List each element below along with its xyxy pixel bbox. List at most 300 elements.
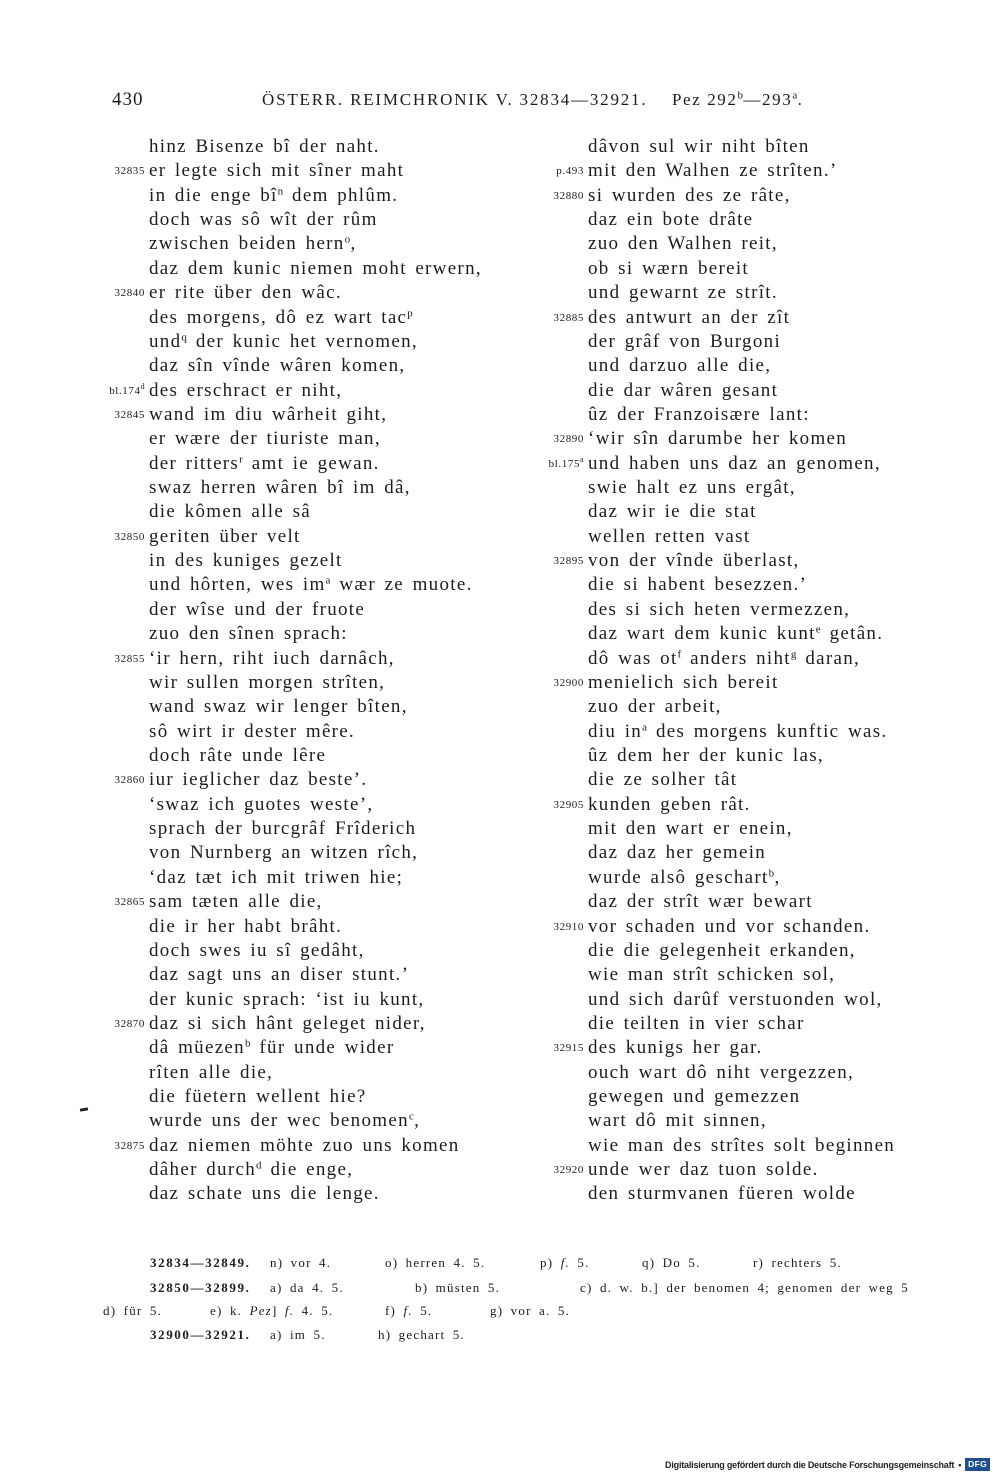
line-number [554,1036,585,1060]
verse-text [149,1159,353,1180]
text-segment: a) da 4. 5. [270,1280,344,1295]
verse-line [553,915,895,939]
verse-text: von Nurnberg an witzen rîch, [149,842,419,864]
verse-line [588,257,895,281]
verse-line [149,817,482,841]
verse-text: des kunigs her gar. [588,1037,763,1059]
verse-text: die kômen alle sâ [149,501,312,523]
text-segment: zwischen beiden hern [149,233,345,255]
verse-text: des erschract er niht, [149,379,343,401]
marginal-superscript: a [580,454,584,464]
verse-line [149,1109,482,1133]
verse-line [588,963,895,987]
verse-line [588,890,895,914]
verse-line [553,793,895,817]
text-segment: der ritters [149,452,240,474]
marginal-label: 32875 [114,1139,145,1152]
verse-text [149,307,413,328]
footnote-marker: b [244,1037,251,1050]
credit-text: Digitalisierung gefördert durch die Deutsche Forschungsgemeinschaft [665,1459,955,1470]
line-number [554,1158,585,1182]
verse-line [149,500,482,524]
apparatus-note [270,1325,326,1345]
text-segment: des morgens, dô ez wart tac [149,306,408,328]
verse-line [588,1182,895,1206]
marginal-label: 32885 [553,311,584,324]
verse-text: swie halt ez uns ergât, [588,477,796,499]
verse-text: und darzuo alle die, [588,355,772,377]
apparatus-note [210,1301,333,1321]
verse-line [588,866,895,890]
text-segment: in die enge bî [149,184,278,206]
verse-text: ‘daz tæt ich mit triwen hie; [149,866,404,888]
text-segment: o) herren 4. 5. [385,1255,486,1270]
verse-text: swaz herren wâren bî im dâ, [149,477,411,499]
verse-line [149,354,482,378]
verse-text: doch râte unde lêre [149,744,327,766]
line-number [554,793,585,817]
verse-line [553,549,895,573]
verse-line [114,1134,482,1158]
apparatus-note [580,1278,909,1298]
verse-text: hinz Bisenze bî der naht. [149,136,380,157]
verse-text: kunden geben rât. [588,793,751,815]
verse-text [149,331,418,352]
text-segment: h) gechart 5. [378,1327,465,1342]
text-segment: n) vor 4. [270,1255,332,1270]
verse-line [548,452,895,476]
verse-text: iur ieglicher daz beste’. [149,769,368,791]
line-number [115,403,146,427]
verse-line [149,988,482,1012]
line-number [554,549,585,573]
verse-text: doch was sô wît der rûm [149,209,378,231]
text-segment: 5. [569,1255,590,1270]
verse-line [114,403,482,427]
marginal-label: 32910 [553,920,584,933]
verse-text: sô wirt ir dester mêre. [149,720,356,742]
apparatus-note [103,1301,162,1321]
text-segment: für unde wider [250,1037,395,1059]
verse-text: gewegen und gemezzen [588,1086,801,1108]
apparatus-range [150,1253,250,1273]
verse-text: ‘swaz ich guotes weste’, [149,793,374,815]
text-segment: g) vor a. 5. [490,1303,571,1318]
line-number [115,1012,146,1036]
verse-line [149,598,482,622]
verse-line [149,963,482,987]
text-segment: ] [271,1303,285,1318]
verse-line [149,1036,482,1060]
text-segment: d) für 5. [103,1303,163,1318]
verse-text: daz ein bote drâte [588,209,754,231]
verse-text: doch swes iu sî gedâht, [149,939,365,961]
footnote-marker: a [642,721,648,734]
marginal-label: bl.175 [548,457,581,470]
text-segment: f. [403,1303,413,1318]
text-segment: f. [284,1303,295,1318]
verse-column-right [548,135,896,1207]
running-title: ÖSTERR. REIMCHRONIK V. 32834—32921. [262,90,648,109]
text-segment: amt ie gewan. [243,452,380,474]
line-number [554,671,585,695]
apparatus-range [150,1325,250,1345]
verse-text: mit den wart er enein, [588,818,793,840]
text-segment: anders niht [681,647,791,669]
text-segment: die enge, [261,1159,354,1181]
footnote-marker: b [768,867,775,880]
line-number [115,768,146,792]
verse-line [114,768,482,792]
verse-text: wellen retten vast [588,525,751,547]
verse-line [588,598,895,622]
text-segment: , [774,866,781,888]
verse-line [588,208,895,232]
verse-line [114,281,482,305]
apparatus-note [642,1253,701,1273]
verse-text: daz dem kunic niemen moht erwern, [149,257,482,279]
verse-line [149,671,482,695]
footnote-marker: e [815,623,822,636]
apparatus-note [753,1253,842,1273]
marginal-label: 32905 [553,798,584,811]
text-segment: f. [560,1255,570,1270]
verse-text: daz niemen möhte zuo uns komen [149,1134,460,1156]
verse-text: rîten alle die, [149,1061,274,1083]
footnote-marker: b [737,89,744,102]
apparatus-note [415,1278,500,1298]
text-segment: und hôrten, wes im [149,574,326,596]
text-segment: des morgens kunftic was. [647,720,888,742]
page-number: 430 [112,89,144,110]
verse-line [149,184,482,208]
verse-line [553,671,895,695]
verse-text: zuo den Walhen reit, [588,233,778,255]
verse-line [588,768,895,792]
verse-line [553,1036,895,1060]
verse-line [588,330,895,354]
verse-text: und sich darûf verstuonden wol, [588,988,883,1010]
text-segment: 5. [412,1303,433,1318]
verse-text: daz schate uns die lenge. [149,1183,380,1205]
verse-line [588,476,895,500]
verse-text: sam tæten alle die, [149,891,323,913]
verse-text: mit den Walhen ze strîten.’ [588,160,838,182]
line-number [554,184,585,208]
verse-text: daz daz her gemein [588,842,767,864]
verse-line [114,159,482,183]
line-number [115,1134,146,1158]
verse-line [588,354,895,378]
verse-line [588,647,895,671]
verse-line [588,744,895,768]
marginal-label: p.493 [556,165,584,178]
verse-text: sprach der burcgrâf Frîderich [149,818,417,840]
verse-line [588,1134,895,1158]
verse-text: ob si wærn bereit [588,257,749,279]
apparatus-note [385,1301,432,1321]
text-segment: der kunic het vernomen, [187,330,418,352]
margin-mark [80,1107,88,1111]
verse-text: daz sîn vînde wâren komen, [149,355,406,377]
folio-reference [556,159,584,183]
verse-line [588,232,895,256]
text-segment: 4. 5. [294,1303,334,1318]
verse-text: wie man des strîtes solt beginnen [588,1134,896,1156]
marginal-label: 32880 [553,189,584,202]
verse-line [149,452,482,476]
verse-line [149,208,482,232]
line-number [115,159,146,183]
verse-text: der kunic sprach: ‘ist iu kunt, [149,988,425,1010]
verse-text [149,1110,420,1131]
verse-text: des antwurt an der zît [588,306,791,328]
text-segment: —293 [743,90,793,109]
verse-text: daz si sich hânt geleget nider, [149,1012,426,1034]
verse-line [114,890,482,914]
text-segment: . [797,90,804,109]
verse-text: wand swaz wir lenger bîten, [149,696,408,718]
verse-line [588,500,895,524]
verse-line [149,257,482,281]
verse-text: der grâf von Burgoni [588,330,782,352]
verse-line [149,306,482,330]
verse-line [114,647,482,671]
folio-reference [109,379,145,403]
marginal-label: 32870 [114,1017,145,1030]
verse-line [109,379,482,403]
text-segment: diu in [588,720,643,742]
verse-line [149,866,482,890]
verse-text: und haben uns daz an genomen, [588,452,881,474]
apparatus-range [150,1278,250,1298]
verse-text [149,453,380,474]
dfg-logo: DFG [965,1458,990,1471]
verse-line [149,1182,482,1206]
verse-line [588,1109,895,1133]
text-segment: dô was ot [588,647,678,669]
text-segment: , [350,233,357,255]
verse-line [149,1085,482,1109]
text-segment: c) d. w. b.] der benomen 4; genomen der weg 5 [580,1280,909,1295]
verse-text: und gewarnt ze strît. [588,282,778,304]
verse-line [149,549,482,573]
apparatus-note [540,1253,590,1273]
verse-line [588,841,895,865]
verse-text [588,867,781,888]
verse-text: menielich sich bereit [588,671,779,693]
text-segment: f) [385,1303,404,1318]
line-number [554,306,585,330]
line-number [554,915,585,939]
verse-line [553,1158,895,1182]
verse-line [588,379,895,403]
verse-text: von der vînde überlast, [588,550,800,572]
text-segment: , [414,1110,421,1132]
verse-line [149,793,482,817]
apparatus-range-label: 32900—32921. [150,1327,251,1342]
verse-line [588,622,895,646]
apparatus-note [270,1253,331,1273]
marginal-label: 32840 [114,287,145,300]
text-segment: e) k. [210,1303,250,1318]
verse-text: die teilten in vier schar [588,1012,805,1034]
text-segment: daz wart dem kunic kunt [588,623,816,645]
verse-line [588,1085,895,1109]
verse-text: die ze solher tât [588,769,738,791]
verse-text [149,185,398,206]
verse-line [588,1061,895,1085]
marginal-label: 32915 [553,1042,584,1055]
verse-line [588,939,895,963]
verse-line [588,988,895,1012]
verse-text: die die gelegenheit erkanden, [588,939,856,961]
verse-text: der wîse und der fruote [149,598,366,620]
footnote-marker: a [792,89,798,102]
verse-line [588,720,895,744]
marginal-label: 32835 [114,165,145,178]
verse-text: die füetern wellent hie? [149,1086,367,1108]
verse-line [556,159,895,183]
verse-text: zuo der arbeit, [588,696,722,718]
verse-column-left [109,135,482,1207]
verse-text [588,648,860,669]
verse-line [114,1012,482,1036]
verse-text: er wære der tiuriste man, [149,428,381,450]
footnote-marker: d [256,1159,262,1172]
verse-line [588,695,895,719]
verse-line [149,427,482,451]
verse-line [149,232,482,256]
text-segment: wurde uns der wec benomen [149,1110,409,1132]
apparatus-note [378,1325,465,1345]
line-number [554,427,585,451]
verse-text: dâvon sul wir niht bîten [588,136,810,157]
verse-text: er rite über den wâc. [149,282,342,304]
verse-text: zuo den sînen sprach: [149,623,348,645]
footnote-marker: n [277,185,284,198]
verse-text [149,233,357,254]
text-segment: daran, [796,647,861,669]
apparatus-range-label: 32850—32899. [150,1280,251,1295]
footnote-marker: r [239,453,244,466]
verse-text [588,623,883,644]
marginal-label: 32860 [114,774,145,787]
verse-text: die ir her habt brâht. [149,915,343,937]
verse-text: ‘wir sîn darumbe her komen [588,428,848,450]
line-number [115,525,146,549]
verse-text [149,574,473,595]
verse-line [149,476,482,500]
folio-reference [549,452,584,476]
verse-line [149,573,482,597]
text-segment: dâher durch [149,1159,257,1181]
verse-line [149,841,482,865]
text-segment: b) müsten 5. [415,1280,501,1295]
line-number [115,281,146,305]
credit-separator: • [958,1459,962,1470]
verse-line [149,135,482,159]
digitization-credit [665,1458,990,1471]
line-number [115,890,146,914]
verse-line [588,135,895,159]
footnote-marker: q [181,331,188,344]
text-segment: r) rechters 5. [753,1255,842,1270]
marginal-label: 32855 [114,652,145,665]
verse-line [588,1012,895,1036]
verse-line [149,1061,482,1085]
verse-text: die dar wâren gesant [588,379,779,401]
verse-line [588,817,895,841]
apparatus-note [385,1253,485,1273]
verse-line [149,1158,482,1182]
marginal-label: 32895 [553,555,584,568]
verse-line [553,306,895,330]
verse-line [149,330,482,354]
marginal-label: 32850 [114,530,145,543]
verse-text: ouch wart dô niht vergezzen, [588,1061,855,1083]
footnote-marker: g [790,647,797,660]
apparatus-note [490,1301,570,1321]
verse-line [149,695,482,719]
marginal-label: 32845 [114,408,145,421]
verse-text: geriten über velt [149,525,301,547]
verse-text: wie man strît schicken sol, [588,964,836,986]
verse-text: wart dô mit sinnen, [588,1110,767,1132]
verse-text: ûz dem her der kunic las, [588,744,824,766]
verse-text: daz der strît wær bewart [588,891,813,913]
verse-line [588,281,895,305]
footnote-marker: f [677,647,682,660]
verse-line [588,403,895,427]
verse-text: in des kuniges gezelt [149,550,343,572]
marginal-label: bl.174 [109,384,141,397]
text-segment: p) [540,1255,561,1270]
verse-text: den sturmvanen füeren wolde [588,1183,856,1205]
verse-line [149,744,482,768]
verse-line [553,184,895,208]
line-number [115,647,146,671]
verse-line [114,525,482,549]
text-segment: a) im 5. [270,1327,326,1342]
marginal-label: 32865 [114,896,145,909]
verse-text: ‘ir hern, riht iuch darnâch, [149,647,395,669]
verse-text: daz wir ie die stat [588,501,757,523]
marginal-label: 32920 [553,1164,584,1177]
text-segment: q) Do 5. [642,1255,701,1270]
marginal-label: 32900 [553,676,584,689]
text-segment: wær ze muote. [330,574,473,596]
text-segment: wurde alsô geschart [588,866,769,888]
verse-line [149,622,482,646]
verse-line [588,573,895,597]
text-segment: dâ müezen [149,1037,245,1059]
verse-text: wir sullen morgen strîten, [149,671,386,693]
text-segment: getân. [821,623,884,645]
verse-text: die si habent besezzen.’ [588,574,808,596]
marginal-label: 32890 [553,433,584,446]
apparatus-note [270,1278,344,1298]
verse-text: unde wer daz tuon solde. [588,1159,819,1181]
verse-text: wand im diu wârheit giht, [149,403,388,425]
verse-text: er legte sich mit sîner maht [149,160,405,182]
verse-text [149,1037,394,1058]
marginal-superscript: d [140,381,145,391]
verse-text: des si sich heten vermezzen, [588,598,851,620]
verse-text [588,721,887,742]
verse-text: ûz der Franzoisære lant: [588,403,810,425]
verse-line [588,525,895,549]
